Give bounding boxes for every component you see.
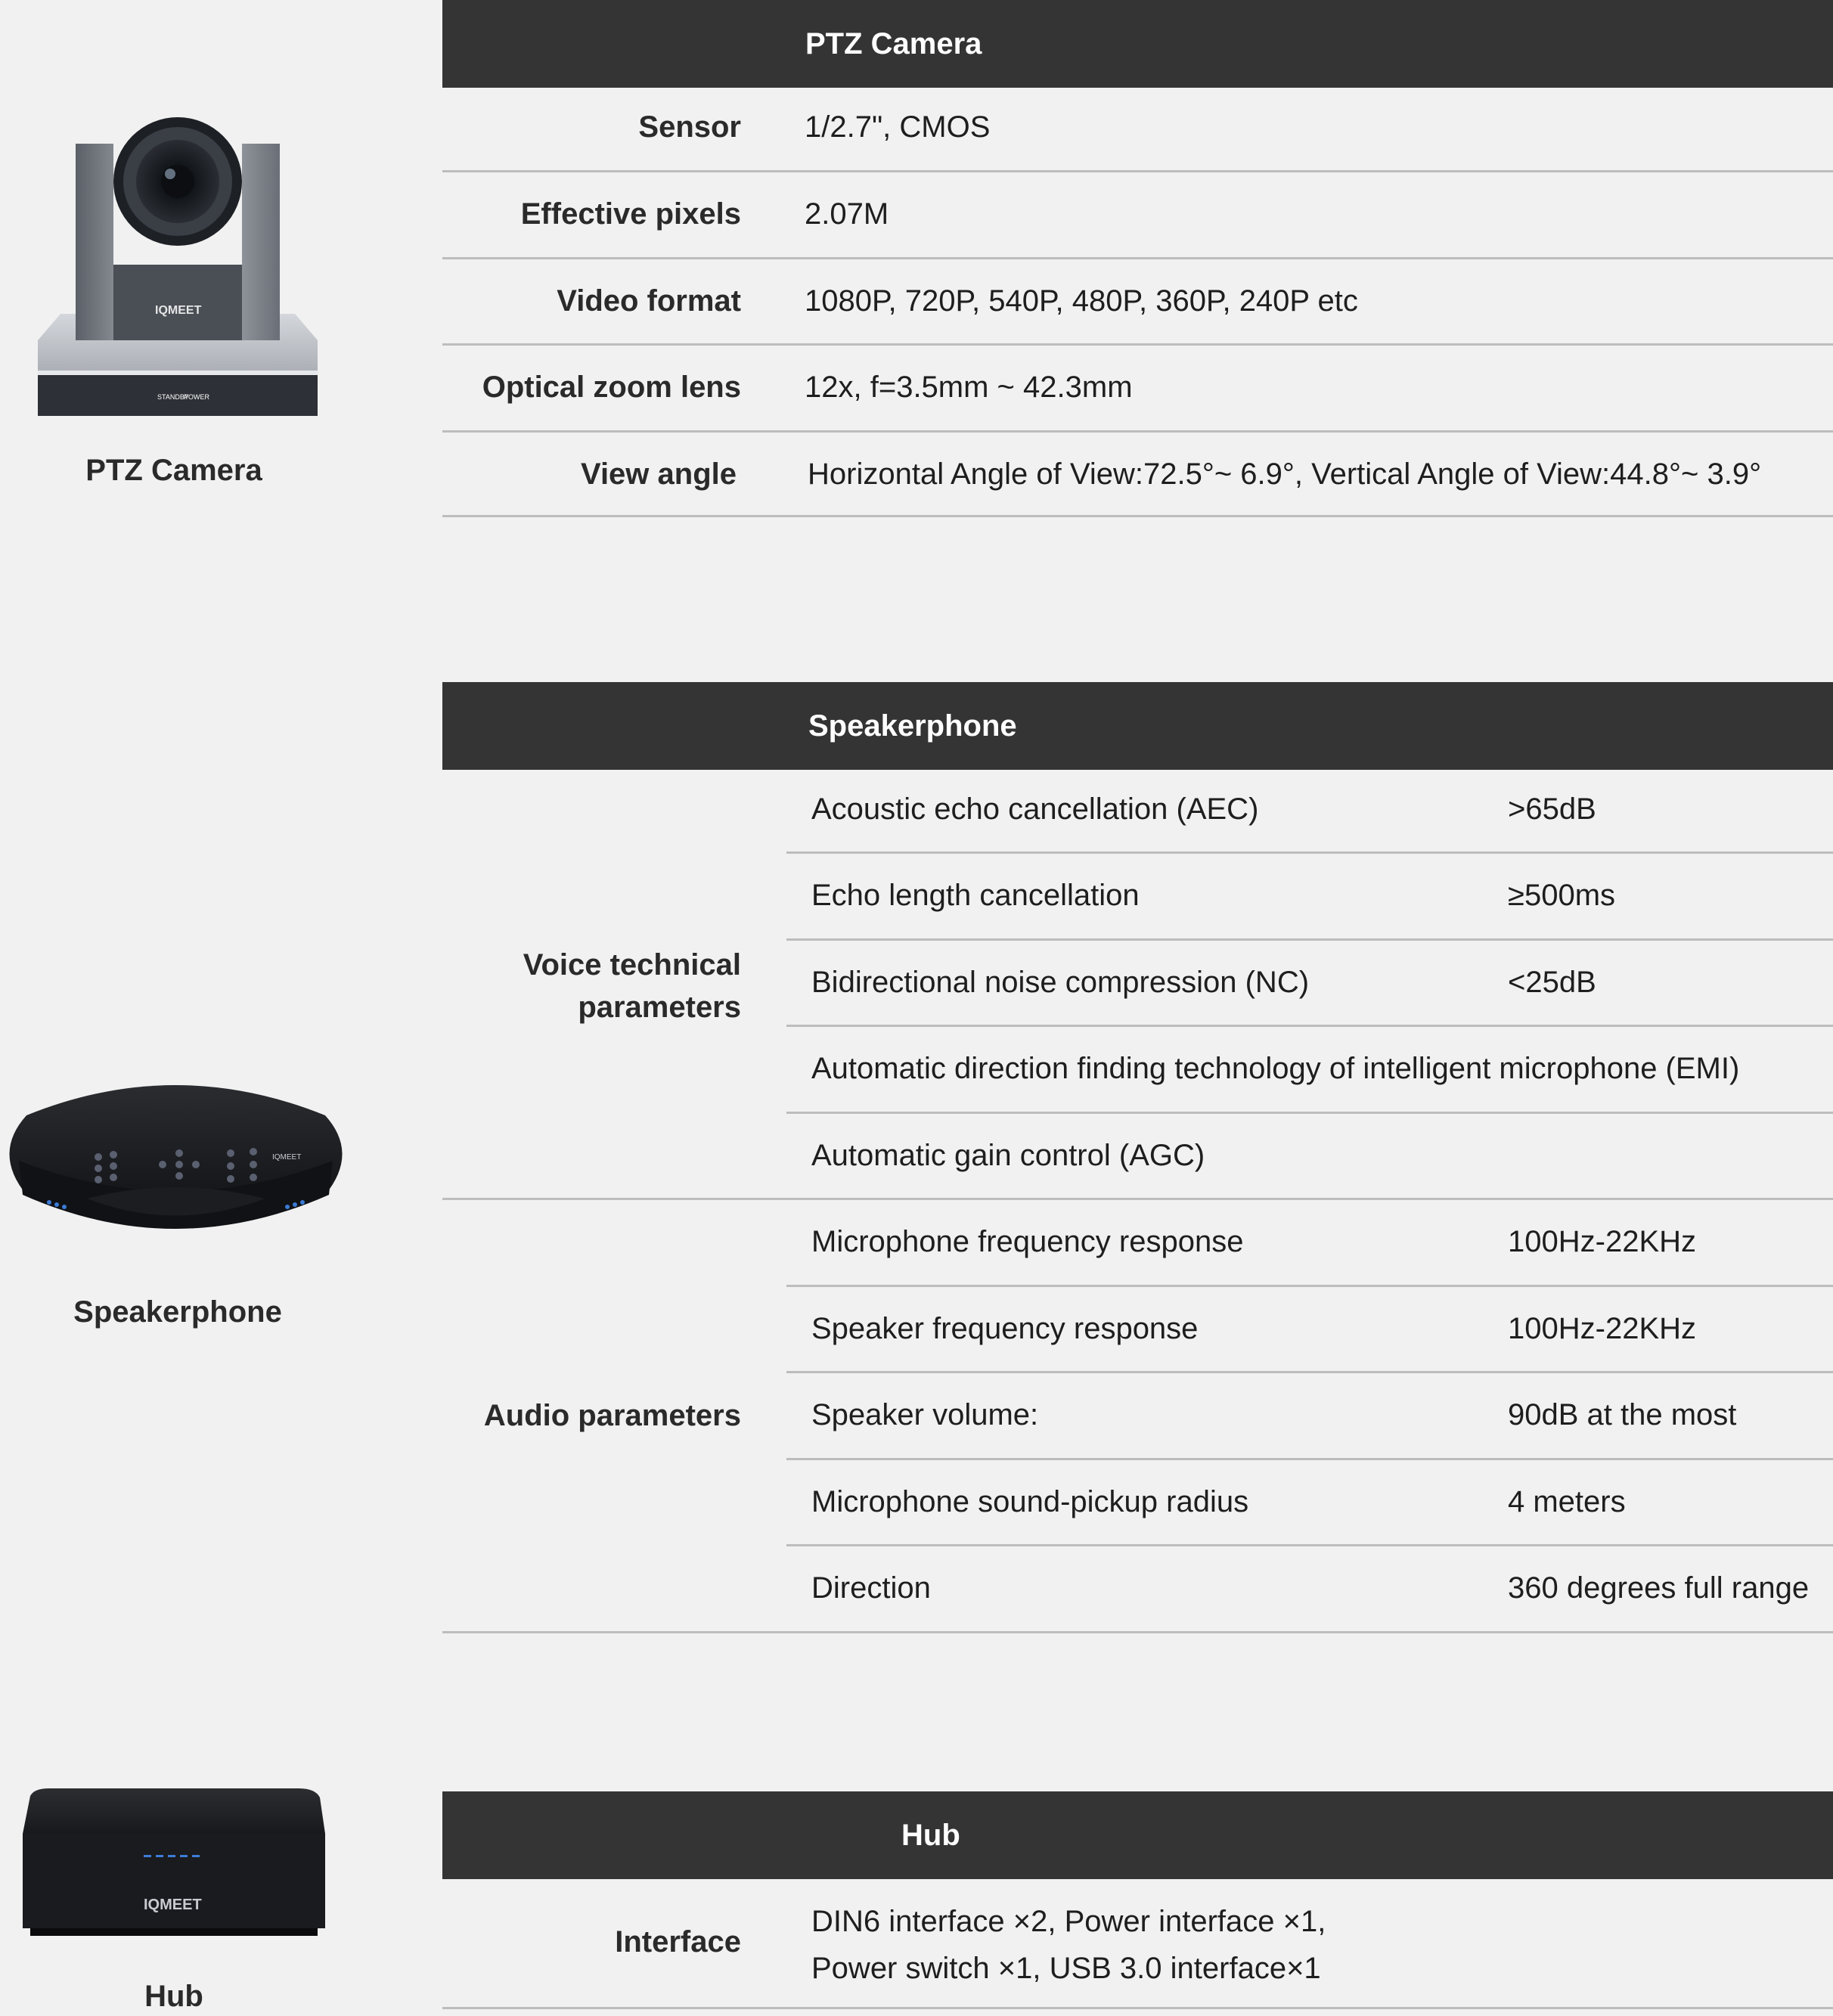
speakerphone-caption: Speakerphone (73, 1295, 282, 1329)
camera-table-title: PTZ Camera (805, 27, 982, 60)
speaker-param-name: Bidirectional noise compression (NC) (811, 966, 1310, 999)
row-divider (442, 257, 1833, 259)
speaker-param-name: Echo length cancellation (811, 879, 1140, 912)
camera-power-label: POWER (184, 393, 210, 401)
hub-row-label: Interface (615, 1925, 741, 1959)
speaker-group-label (523, 944, 741, 1028)
row-divider (442, 343, 1833, 346)
camera-row-label: Sensor (638, 110, 741, 144)
row-divider (786, 1371, 1833, 1373)
speaker-param-value: 100Hz-22KHz (1508, 1312, 1697, 1345)
camera-row-value: 12x, f=3.5mm ~ 42.3mm (805, 371, 1133, 404)
speaker-param-name: Microphone sound-pickup radius (811, 1485, 1249, 1518)
speaker-table-header (442, 682, 1833, 770)
camera-row-label: Video format (557, 284, 741, 318)
speaker-param-value: <25dB (1508, 966, 1596, 999)
row-divider (786, 1025, 1833, 1027)
camera-table-header (442, 0, 1833, 88)
row-divider (442, 515, 1833, 517)
speaker-param-name: Direction (811, 1571, 931, 1605)
speaker-param-value: >65dB (1508, 792, 1596, 826)
row-divider (786, 1458, 1833, 1460)
speaker-param-value: 4 meters (1508, 1485, 1626, 1518)
speaker-param-name: Automatic direction finding technology of intelligent microphone (EMI) (811, 1052, 1740, 1085)
speaker-param-value: 90dB at the most (1508, 1398, 1737, 1431)
camera-row-label: Effective pixels (520, 197, 741, 231)
row-divider (786, 1285, 1833, 1287)
hub-row-value-line: Power switch ×1, USB 3.0 interface×1 (811, 1952, 1321, 1985)
speaker-param-value: 100Hz-22KHz (1508, 1225, 1697, 1258)
speaker-group-label: Audio parameters (483, 1399, 741, 1432)
table-bottom-divider (442, 2007, 1833, 2009)
speakerphone-image (4, 1070, 348, 1267)
speaker-param-name: Microphone frequency response (811, 1225, 1244, 1258)
speaker-group-label-line: parameters (578, 991, 741, 1024)
row-divider (442, 430, 1833, 433)
group-divider (442, 1198, 1833, 1200)
ptz-camera-image (30, 113, 325, 439)
row-divider (786, 938, 1833, 941)
speaker-param-value: ≥500ms (1508, 879, 1616, 912)
speaker-param-name: Acoustic echo cancellation (AEC) (811, 792, 1259, 826)
row-divider (786, 1112, 1833, 1114)
speaker-param-name: Speaker volume: (811, 1398, 1039, 1431)
speaker-table-title: Speakerphone (808, 709, 1017, 743)
camera-standby-label: STANDBY (157, 393, 189, 401)
speaker-param-name: Speaker frequency response (811, 1312, 1199, 1345)
hub-image (19, 1788, 329, 1951)
hub-table-title: Hub (901, 1819, 960, 1852)
hub-brand-logo: IQMEET (144, 1897, 202, 1913)
hub-row-value-line: DIN6 interface ×2, Power interface ×1, (811, 1905, 1326, 1938)
hub-row-value (811, 1898, 1326, 1992)
camera-row-label: Optical zoom lens (482, 371, 741, 404)
camera-row-value: 1/2.7", CMOS (805, 110, 991, 144)
speakerphone-brand-logo: IQMEET (272, 1153, 302, 1162)
table-bottom-divider (442, 1631, 1833, 1633)
hub-caption: Hub (144, 1980, 203, 2013)
speaker-param-value: 360 degrees full range (1508, 1571, 1810, 1605)
camera-brand-logo: IQMEET (155, 304, 202, 317)
speaker-group-label-line: Voice technical (523, 948, 741, 982)
row-divider (442, 170, 1833, 172)
camera-row-label: View angle (580, 457, 737, 491)
speaker-param-name: Automatic gain control (AGC) (811, 1139, 1205, 1172)
ptz-camera-caption: PTZ Camera (85, 454, 262, 487)
camera-row-value: Horizontal Angle of View:72.5°~ 6.9°, Vertical Angle of View:44.8°~ 3.9° (808, 457, 1762, 491)
camera-row-value: 1080P, 720P, 540P, 480P, 360P, 240P etc (805, 284, 1358, 318)
hub-table-header (442, 1791, 1833, 1879)
row-divider (786, 851, 1833, 854)
camera-row-value: 2.07M (805, 197, 889, 231)
row-divider (786, 1544, 1833, 1546)
